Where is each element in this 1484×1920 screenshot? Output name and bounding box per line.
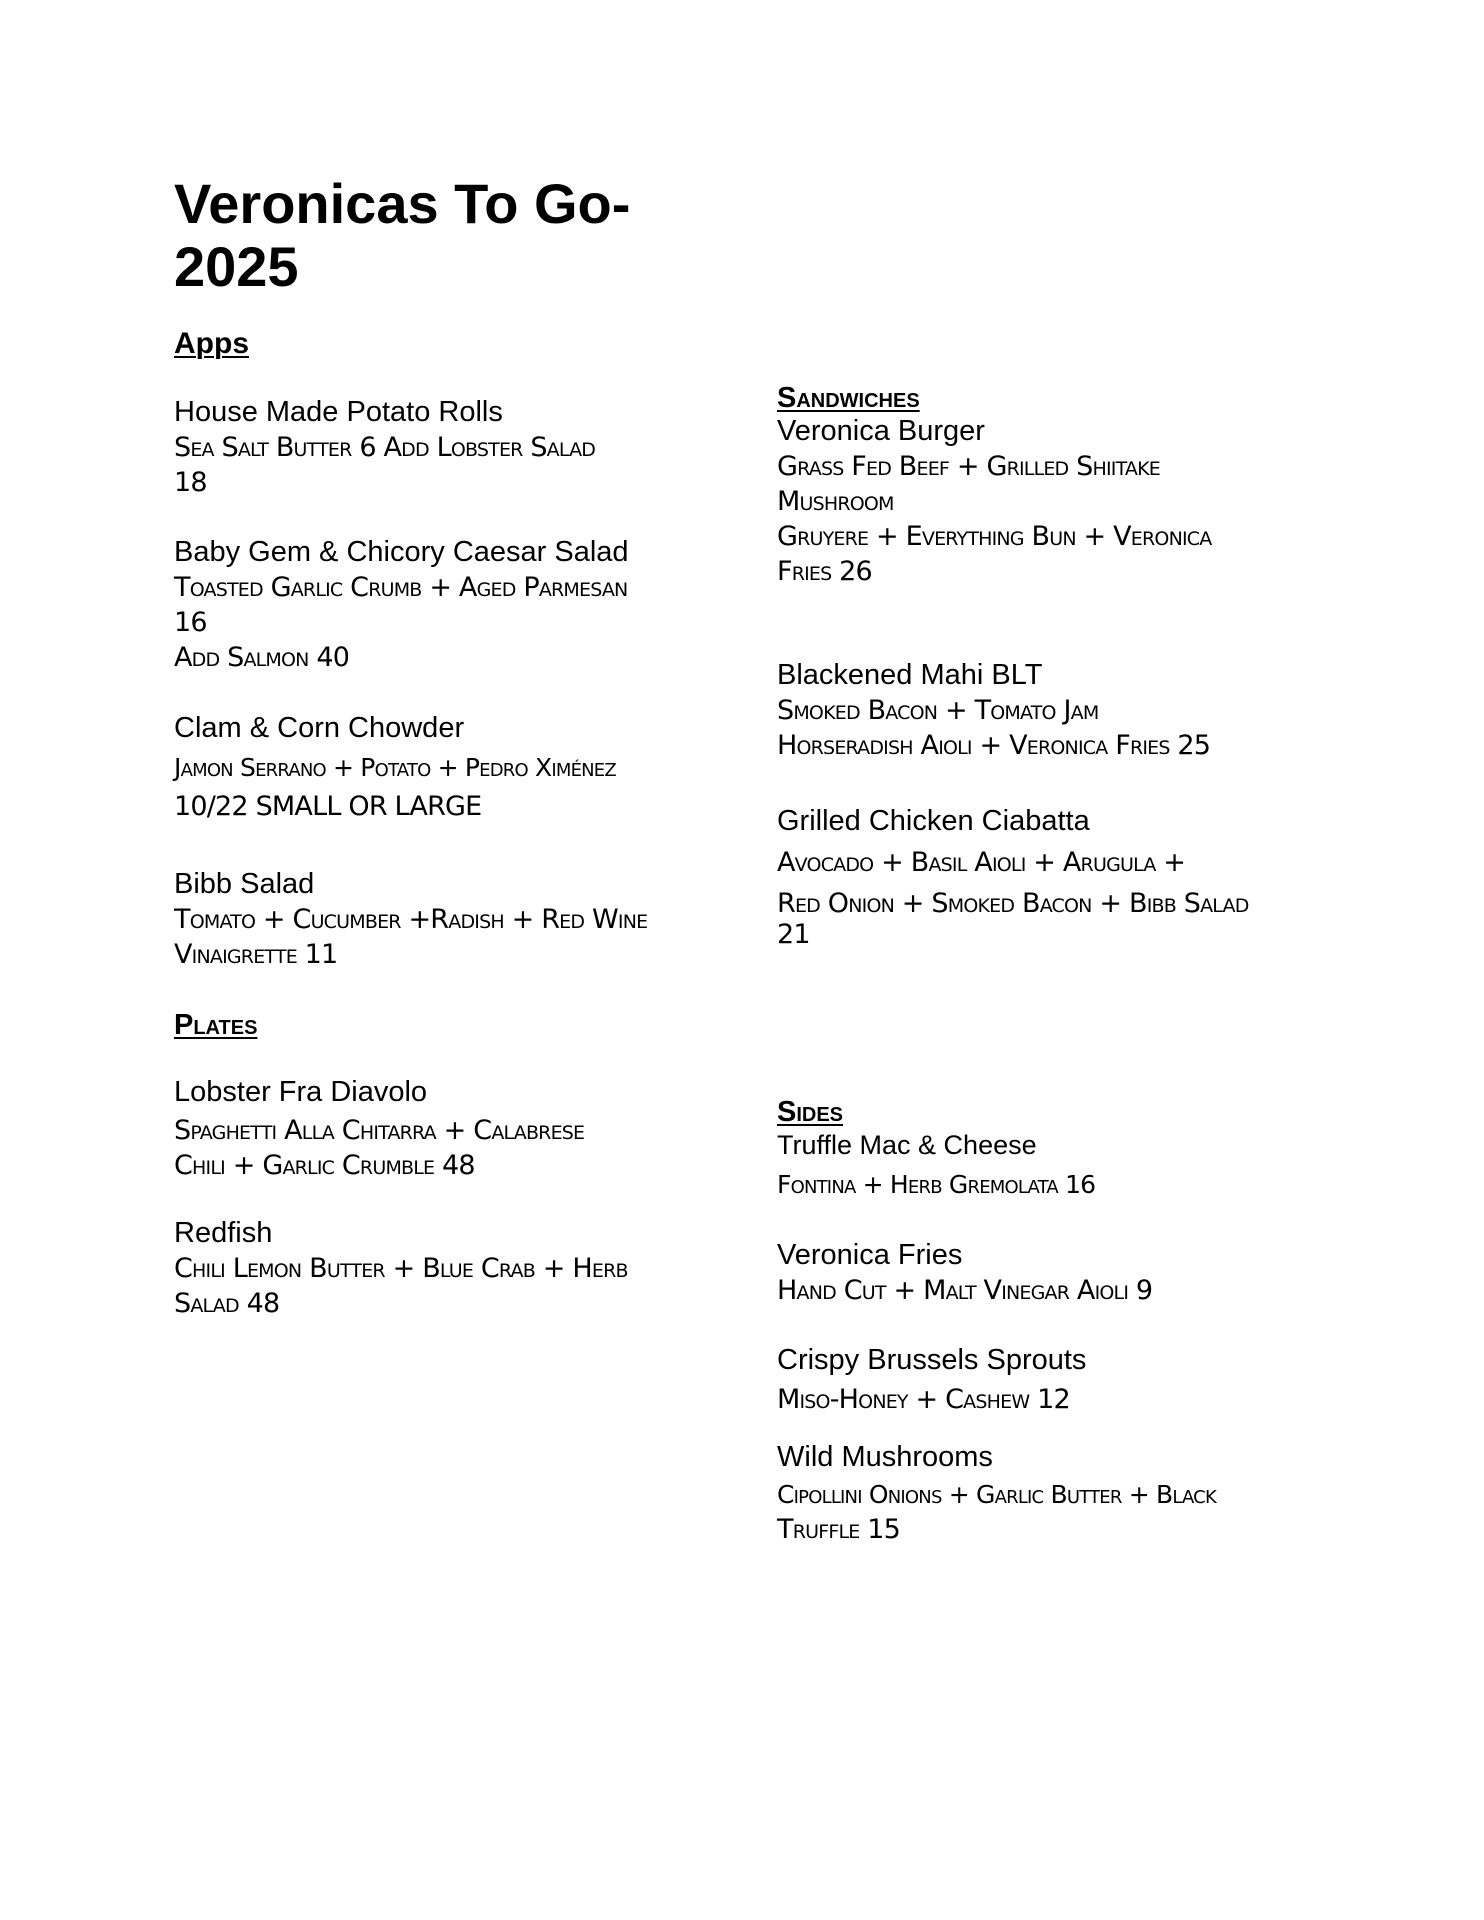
menu-item-grilled-chicken-ciabatta [777, 804, 1337, 949]
item-name: Clam & Corn Chowder [174, 712, 465, 744]
item-price: 21 [777, 919, 810, 950]
item-name: Crispy Brussels Sprouts [777, 1344, 1087, 1376]
item-description: Fontina + Herb Gremolata 16 [777, 1170, 1096, 1199]
item-description: Grass Fed Beef + Grilled Shiitake [777, 451, 1160, 482]
item-description: Mushroom [777, 486, 894, 517]
item-description: Sea Salt Butter 6 Add Lobster Salad [174, 432, 596, 463]
section-heading-apps: Apps [174, 327, 249, 360]
item-description: Fries 26 [777, 556, 872, 587]
menu-item-redfish [174, 1216, 734, 1321]
menu-item-veronica-fries [777, 1238, 1337, 1308]
item-description: Avocado + Basil Aioli + Arugula + [777, 847, 1186, 878]
item-price: 16 [174, 607, 207, 638]
item-description: Miso-Honey + Cashew 12 [777, 1384, 1070, 1415]
menu-item-bibb-salad [174, 867, 734, 972]
item-addon: Add Salmon 40 [174, 642, 350, 673]
item-name: Truffle Mac & Cheese [777, 1130, 1037, 1160]
item-name: Veronica Fries [777, 1239, 963, 1271]
item-description: Toasted Garlic Crumb + Aged Parmesan [174, 572, 628, 603]
menu-item-blackened-mahi-blt [777, 658, 1337, 763]
item-name: Bibb Salad [174, 868, 315, 900]
item-name: Wild Mushrooms [777, 1441, 993, 1473]
item-description: Chili Lemon Butter + Blue Crab + Herb [174, 1253, 628, 1284]
menu-item-truffle-mac-cheese [777, 1128, 1337, 1202]
item-name: Baby Gem & Chicory Caesar Salad [174, 536, 629, 568]
item-name: Veronica Burger [777, 415, 985, 447]
item-description: Horseradish Aioli + Veronica Fries 25 [777, 730, 1211, 761]
item-description: Smoked Bacon + Tomato Jam [777, 695, 1099, 726]
item-name: Redfish [174, 1217, 273, 1249]
item-name: Grilled Chicken Ciabatta [777, 805, 1090, 837]
menu-item-lobster-fra-diavolo [174, 1075, 734, 1183]
section-heading-sandwiches: Sandwiches [777, 382, 920, 414]
item-description: Cipollini Onions + Garlic Butter + Black [777, 1480, 1216, 1509]
item-description: Red Onion + Smoked Bacon + Bibb Salad [777, 888, 1249, 919]
item-description: Gruyere + Everything Bun + Veronica [777, 521, 1212, 552]
item-description: Vinaigrette 11 [174, 939, 338, 970]
item-description: Salad 48 [174, 1288, 280, 1319]
section-heading-plates: Plates [174, 1009, 258, 1041]
menu-item-veronica-burger [777, 414, 1337, 589]
menu-title: Veronicas To Go- 2025 [174, 172, 631, 298]
item-name: Lobster Fra Diavolo [174, 1076, 428, 1108]
item-description: Spaghetti Alla Chitarra + Calabrese [174, 1115, 585, 1146]
item-description: Tomato + Cucumber +Radish + Red Wine [174, 904, 648, 935]
section-heading-sides: Sides [777, 1096, 844, 1128]
menu-item-clam-corn-chowder [174, 711, 734, 824]
item-name: House Made Potato Rolls [174, 396, 503, 428]
item-description: Hand Cut + Malt Vinegar Aioli 9 [777, 1275, 1153, 1306]
item-price: 18 [174, 467, 207, 498]
menu-item-wild-mushrooms [777, 1440, 1337, 1547]
item-description: Jamon Serrano + Potato + Pedro Ximénez [174, 753, 616, 782]
menu-item-caesar-salad [174, 535, 734, 675]
menu-item-house-made-potato-rolls [174, 395, 734, 500]
menu-item-crispy-brussels-sprouts [777, 1343, 1337, 1417]
item-description: Chili + Garlic Crumble 48 [174, 1150, 475, 1181]
item-price: 10/22 SMALL OR LARGE [174, 791, 482, 822]
item-name: Blackened Mahi BLT [777, 659, 1043, 691]
item-description: Truffle 15 [777, 1514, 900, 1545]
